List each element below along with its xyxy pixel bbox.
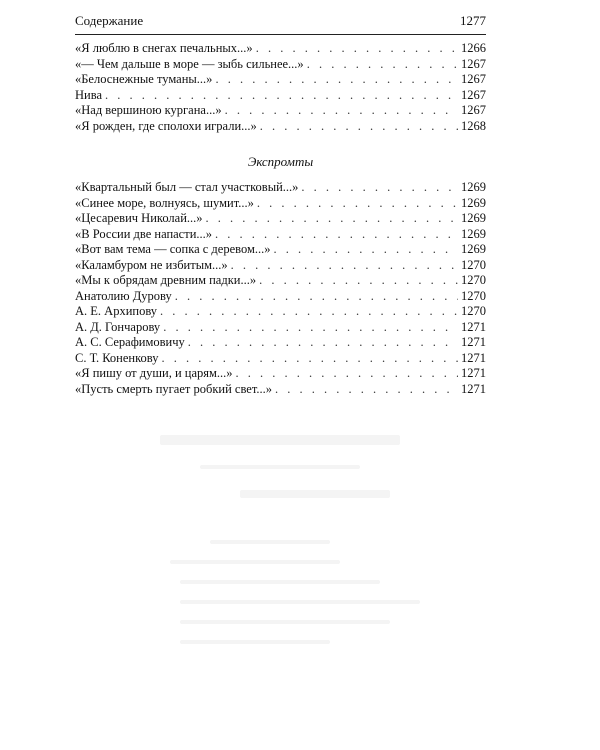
toc-entry-title: А. С. Серафимовичу [75, 335, 185, 349]
toc-entry-page: 1269 [461, 195, 486, 210]
toc-entry-page: 1267 [461, 72, 486, 86]
dot-leader [260, 119, 458, 135]
toc-entry-page: 1268 [461, 118, 486, 133]
toc-entry [75, 351, 486, 367]
toc-entry-page: 1270 [461, 304, 486, 318]
toc-entry-page: 1271 [461, 335, 486, 349]
dot-leader [259, 273, 458, 289]
toc-entry-title: «Каламбуром не избитым...» [75, 257, 228, 272]
toc-entry-title: «Пусть смерть пугает робкий свет...» [75, 381, 273, 396]
toc-entry-title: «Я пишу от души, и царям...» [75, 366, 233, 380]
toc-entry-page: 1267 [461, 56, 486, 71]
dot-leader [163, 320, 458, 336]
toc-entry-title: Нива [75, 87, 103, 102]
toc-group-poems [75, 41, 486, 134]
dot-leader [215, 72, 458, 88]
toc-entry [75, 289, 486, 305]
dot-leader [215, 227, 458, 243]
toc-entry-page: 1270 [461, 273, 486, 287]
dot-leader [275, 382, 458, 398]
toc-entry [75, 72, 486, 88]
toc-entry-page: 1271 [461, 350, 486, 365]
toc-entry-title: «Мы к обрядам древним падки...» [75, 273, 257, 287]
toc-entry [75, 57, 486, 73]
toc-entry-page: 1266 [461, 41, 486, 55]
dot-leader [231, 258, 458, 274]
toc-entry-title: «В России две напасти...» [75, 226, 213, 241]
header-rule [75, 34, 486, 35]
toc-entry-title: А. Е. Архипову [75, 304, 158, 318]
toc-entry [75, 382, 486, 398]
dot-leader [105, 88, 458, 104]
toc-entry [75, 180, 486, 196]
dot-leader [160, 304, 458, 320]
toc-entry [75, 196, 486, 212]
running-head [75, 12, 486, 30]
toc-entry [75, 366, 486, 382]
toc-entry-page: 1269 [461, 211, 486, 225]
toc-entry [75, 103, 486, 119]
page-number: 1277 [460, 13, 486, 28]
toc-entry-title: «Я люблю в снегах печальных...» [75, 41, 253, 55]
toc-entry-page: 1267 [461, 87, 486, 102]
dot-leader [225, 103, 458, 119]
dot-leader [162, 351, 458, 367]
toc-entry [75, 41, 486, 57]
toc-entry [75, 335, 486, 351]
toc-entry-page: 1267 [461, 103, 486, 117]
toc-entry-page: 1270 [461, 288, 486, 303]
toc-entry-title: «Над вершиною кургана...» [75, 103, 222, 117]
toc-entry-title: «Синее море, волнуясь, шумит...» [75, 195, 254, 210]
toc-entry [75, 258, 486, 274]
dot-leader [236, 366, 458, 382]
dot-leader [206, 211, 458, 227]
toc-entry [75, 320, 486, 336]
dot-leader [307, 57, 458, 73]
toc-entry [75, 119, 486, 135]
toc-entry-page: 1271 [461, 381, 486, 396]
section-heading: Экспромты [247, 154, 314, 169]
toc-entry [75, 242, 486, 258]
toc-entry-title: «Я рожден, где сполохи играли...» [75, 118, 257, 133]
dot-leader [301, 180, 458, 196]
toc-entry-title: С. Т. Коненкову [75, 350, 159, 365]
toc-entry-page: 1271 [461, 319, 486, 334]
dot-leader [274, 242, 458, 258]
dot-leader [175, 289, 458, 305]
toc-entry [75, 211, 486, 227]
toc-entry [75, 273, 486, 289]
running-head-title: Содержание [75, 13, 144, 28]
toc-entry-title: Анатолию Дурову [75, 288, 172, 303]
toc-entry-title: «— Чем дальше в море — зыбь сильнее...» [75, 56, 304, 71]
toc-entry-title: «Цесаревич Николай...» [75, 211, 203, 225]
toc-entry [75, 227, 486, 243]
toc-entry [75, 304, 486, 320]
toc-entry-title: «Белоснежные туманы...» [75, 72, 213, 86]
toc-entry-page: 1269 [461, 180, 486, 194]
toc-entry-page: 1270 [461, 257, 486, 272]
toc-entry-page: 1269 [461, 242, 486, 256]
toc-entry-title: «Вот вам тема — сопка с деревом...» [75, 242, 271, 256]
toc-entry [75, 88, 486, 104]
toc-entry-page: 1269 [461, 226, 486, 241]
toc-entry-title: А. Д. Гончарову [75, 319, 161, 334]
dot-leader [257, 196, 458, 212]
reverse-side-bleed-through [140, 420, 470, 700]
dot-leader [256, 41, 458, 57]
toc-entry-page: 1271 [461, 366, 486, 380]
dot-leader [188, 335, 458, 351]
toc-entry-title: «Квартальный был — стал участковый...» [75, 180, 299, 194]
toc-group-impromptus [75, 180, 486, 397]
